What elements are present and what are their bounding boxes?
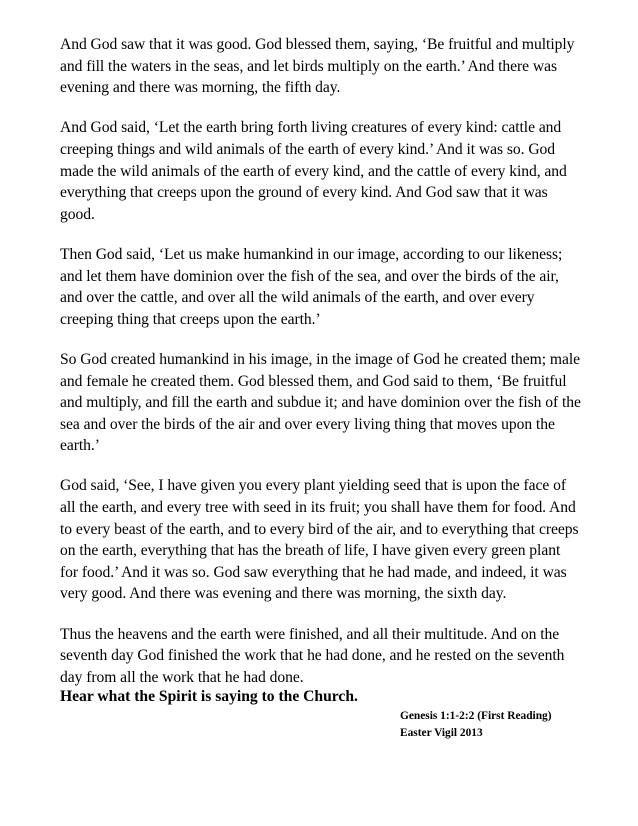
citation-occasion: Easter Vigil 2013 [400, 726, 483, 739]
reading-body [60, 34, 582, 707]
paragraph-4: So God created humankind in his image, in the image of God he created them; male and female he created them. God blessed them, and God said to them, ‘Be fruitful and multiply, and fill the earth and subdue it; and have dominion over the fish of the sea and over the birds of the air and over every living thing that moves upon the earth.’ [60, 350, 581, 455]
citation-block [400, 708, 552, 741]
paragraph-3: Then God said, ‘Let us make humankind in our image, according to our likeness; and let them have dominion over the fish of the sea, and over the birds of the air, and over the cattle, and over all the wild animals of the earth, and over every creeping thing that creeps upon the earth.’ [60, 245, 563, 328]
paragraph-6: Thus the heavens and the earth were finished, and all their multitude. And on the seventh day God finished the work that he had done, and he rested on the seventh day from all the work that he had done. [60, 625, 565, 686]
paragraph-1: And God saw that it was good. God blessed them, saying, ‘Be fruitful and multiply and fill the waters in the seas, and let birds multiply on the earth.’ And there was evening and there was morning, the fifth day. [60, 36, 575, 97]
paragraph-2: And God said, ‘Let the earth bring forth living creatures of every kind: cattle and creeping things and wild animals of the earth of every kind.’ And it was so. God made the wild animals of the earth of every kind, and the cattle of every kind, and everything that creeps upon the ground of every kind. And God saw that it was good. [60, 119, 567, 223]
paragraph-5: God said, ‘See, I have given you every plant yielding seed that is upon the face of all the earth, and every tree with seed in its fruit; you shall have them for food. And to every beast of the earth, and to every bird of the air, and to everything that creeps on the earth, everything that has the breath of life, I have given every green plant for food.’ And it was so. God saw everything that he had made, and indeed, it was very good. And there was evening and there was morning, the sixth day. [60, 477, 579, 603]
closing-acclamation: Hear what the Spirit is saying to the Church. [60, 688, 358, 705]
citation-reference: Genesis 1:1-2:2 (First Reading) [400, 710, 552, 722]
